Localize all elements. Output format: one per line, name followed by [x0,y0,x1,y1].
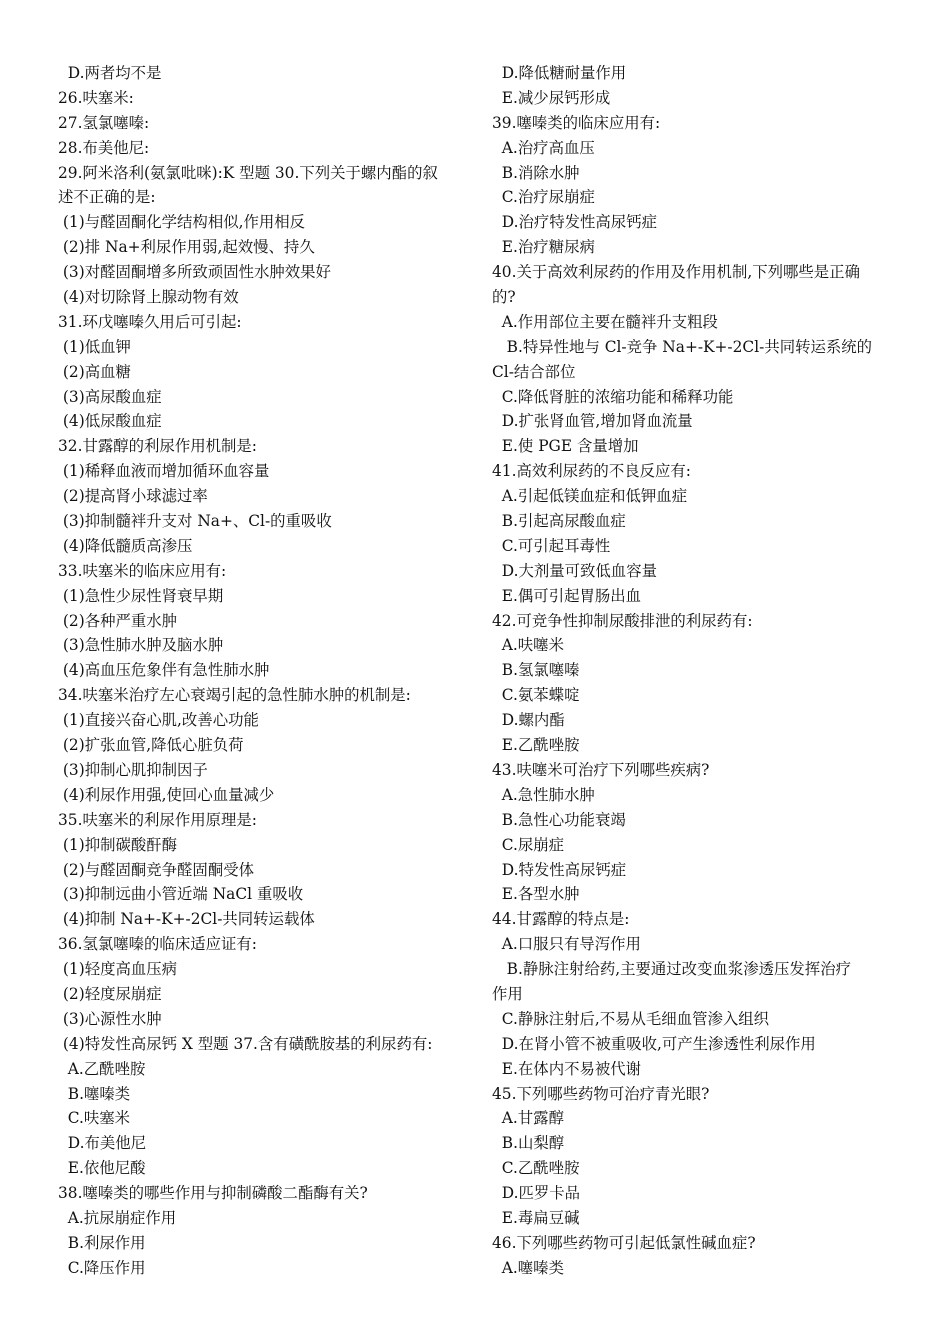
text-line: (1)稀释血液而增加循环血容量 [58,462,270,481]
right-column [492,61,902,1281]
text-line: (1)轻度高血压病 [58,960,178,979]
text-line: (1)直接兴奋心肌,改善心功能 [58,711,259,730]
text-line: B.利尿作用 [58,1233,146,1252]
text-line: D.两者均不是 [58,64,162,82]
text-line: 34.呋塞米治疗左心衰竭引起的急性肺水肿的机制是: [58,686,411,705]
text-line: 44.甘露醇的特点是: [492,910,630,929]
text-line: C.降低肾脏的浓缩功能和稀释功能 [492,387,734,406]
text-line: (1)低血钾 [58,337,131,356]
text-line: (2)与醛固酮竞争醛固酮受体 [58,860,254,879]
text-line: (4)利尿作用强,使回心血量减少 [58,785,275,804]
text-line: A.引起低镁血症和低钾血症 [492,487,688,506]
text-line: A.呋噻米 [492,636,564,655]
text-line: E.使 PGE 含量增加 [492,437,639,456]
text-line: C.尿崩症 [492,835,565,854]
text-line: (1)急性少尿性肾衰早期 [58,586,224,605]
text-line: (3)心源性水肿 [58,1009,162,1028]
text-line: D.降低糖耐量作用 [492,64,627,82]
text-line: (4)低尿酸血症 [58,412,162,431]
text-line: (2)扩张血管,降低心脏负荷 [58,736,244,755]
text-line: 31.环戊噻嗪久用后可引起: [58,312,242,331]
text-line: E.各型水肿 [492,885,580,904]
text-line: D.大剂量可致低血容量 [492,561,657,580]
text-line: (3)抑制心肌抑制因子 [58,760,208,779]
text-line: E.在体内不易被代谢 [492,1059,642,1078]
text-line: 41.高效利尿药的不良反应有: [492,462,691,481]
text-line: (3)急性肺水肿及脑水肿 [58,636,224,655]
text-line: A.作用部位主要在髓袢升支粗段 [492,312,718,331]
text-line: B.特异性地与 Cl-竞争 Na+-K+-2Cl-共同转运系统的 [492,337,873,356]
text-line: (2)排 Na+利尿作用弱,起效慢、持久 [58,238,315,257]
text-line: 35.呋塞米的利尿作用原理是: [58,810,257,829]
text-line: 38.噻嗪类的哪些作用与抑制磷酸二酯酶有关? [58,1184,368,1203]
text-line: (2)高血糖 [58,362,131,381]
text-line: 42.可竞争性抑制尿酸排泄的利尿药有: [492,611,753,630]
text-line: E.毒扁豆碱 [492,1208,580,1227]
text-line: 29.阿米洛利(氨氯吡咪):K 型题 30.下列关于螺内酯的叙 [58,163,438,182]
text-line: 43.呋噻米可治疗下列哪些疾病? [492,760,710,779]
text-line: E.治疗糖尿病 [492,238,595,257]
text-line: B.引起高尿酸血症 [492,512,626,531]
text-line: C.氨苯蝶啶 [492,686,580,705]
text-line: C.乙酰唑胺 [492,1159,580,1178]
text-line: (3)对醛固酮增多所致顽固性水肿效果好 [58,263,331,282]
text-line: C.降压作用 [58,1258,146,1277]
text-line: 36.氢氯噻嗪的临床适应证有: [58,935,257,954]
text-line: A.治疗高血压 [492,138,595,157]
text-line: (4)对切除肾上腺动物有效 [58,288,239,307]
text-line: D.治疗特发性高尿钙症 [492,213,657,232]
text-line: E.减少尿钙形成 [492,88,611,107]
text-line: B.急性心功能衰竭 [492,810,626,829]
text-line: B.山梨醇 [492,1134,565,1153]
text-line: A.口服只有导泻作用 [492,935,641,954]
text-line: D.扩张肾血管,增加肾血流量 [492,412,693,431]
text-line: 27.氢氯噻嗪: [58,113,150,132]
text-line: D.匹罗卡品 [492,1184,581,1203]
text-line: 45.下列哪些药物可治疗青光眼? [492,1084,710,1103]
text-line: (2)提高肾小球滤过率 [58,487,208,506]
text-line: E.依他尼酸 [58,1159,146,1178]
text-line: B.氢氯噻嗪 [492,661,580,680]
text-line: A.急性肺水肿 [492,785,595,804]
text-line: A.抗尿崩症作用 [58,1208,177,1227]
text-line: E.乙酰唑胺 [492,736,580,755]
text-line: (4)降低髓质高渗压 [58,536,193,555]
text-line: B.噻嗪类 [58,1084,131,1103]
text-line: 39.噻嗪类的临床应用有: [492,113,661,132]
text-line: 46.下列哪些药物可引起低氯性碱血症? [492,1233,756,1252]
text-line: C.呋塞米 [58,1109,131,1128]
text-line: A.乙酰唑胺 [58,1059,146,1078]
text-line: (2)各种严重水肿 [58,611,178,630]
text-line: D.特发性高尿钙症 [492,860,627,879]
text-line: Cl-结合部位 [492,362,576,381]
text-line: 32.甘露醇的利尿作用机制是: [58,437,257,456]
text-line: (3)抑制远曲小管近端 NaCl 重吸收 [58,885,304,904]
text-line: D.布美他尼 [58,1134,147,1153]
text-line: C.治疗尿崩症 [492,188,595,207]
text-line: (4)抑制 Na+-K+-2Cl-共同转运载体 [58,910,315,929]
text-line: D.在肾小管不被重吸收,可产生渗透性利尿作用 [492,1034,816,1053]
text-line: (3)抑制髓袢升支对 Na+、Cl-的重吸收 [58,512,332,531]
text-line: (2)轻度尿崩症 [58,984,162,1003]
text-line: 26.呋塞米: [58,88,134,107]
text-line: (4)特发性高尿钙 X 型题 37.含有磺酰胺基的利尿药有: [58,1034,433,1053]
text-line: 33.呋塞米的临床应用有: [58,561,227,580]
text-line: C.可引起耳毒性 [492,536,611,555]
left-column [58,61,468,1281]
text-line: 作用 [492,984,523,1003]
text-line: 的? [492,288,516,307]
text-line: E.偶可引起胃肠出血 [492,586,642,605]
text-line: (1)抑制碳酸酐酶 [58,835,178,854]
text-line: A.噻嗪类 [492,1258,564,1277]
text-line: D.螺内酯 [492,711,565,730]
text-line: A.甘露醇 [492,1109,564,1128]
text-line: 述不正确的是: [58,188,156,207]
text-line: (4)高血压危象伴有急性肺水肿 [58,661,270,680]
text-line: B.消除水肿 [492,163,580,182]
text-line: C.静脉注射后,不易从毛细血管渗入组织 [492,1009,770,1028]
text-line: 28.布美他尼: [58,138,150,157]
text-line: 40.关于高效利尿药的作用及作用机制,下列哪些是正确 [492,263,860,282]
text-line: B.静脉注射给药,主要通过改变血浆渗透压发挥治疗 [492,960,851,979]
text-line: (1)与醛固酮化学结构相似,作用相反 [58,213,306,232]
text-line: (3)高尿酸血症 [58,387,162,406]
